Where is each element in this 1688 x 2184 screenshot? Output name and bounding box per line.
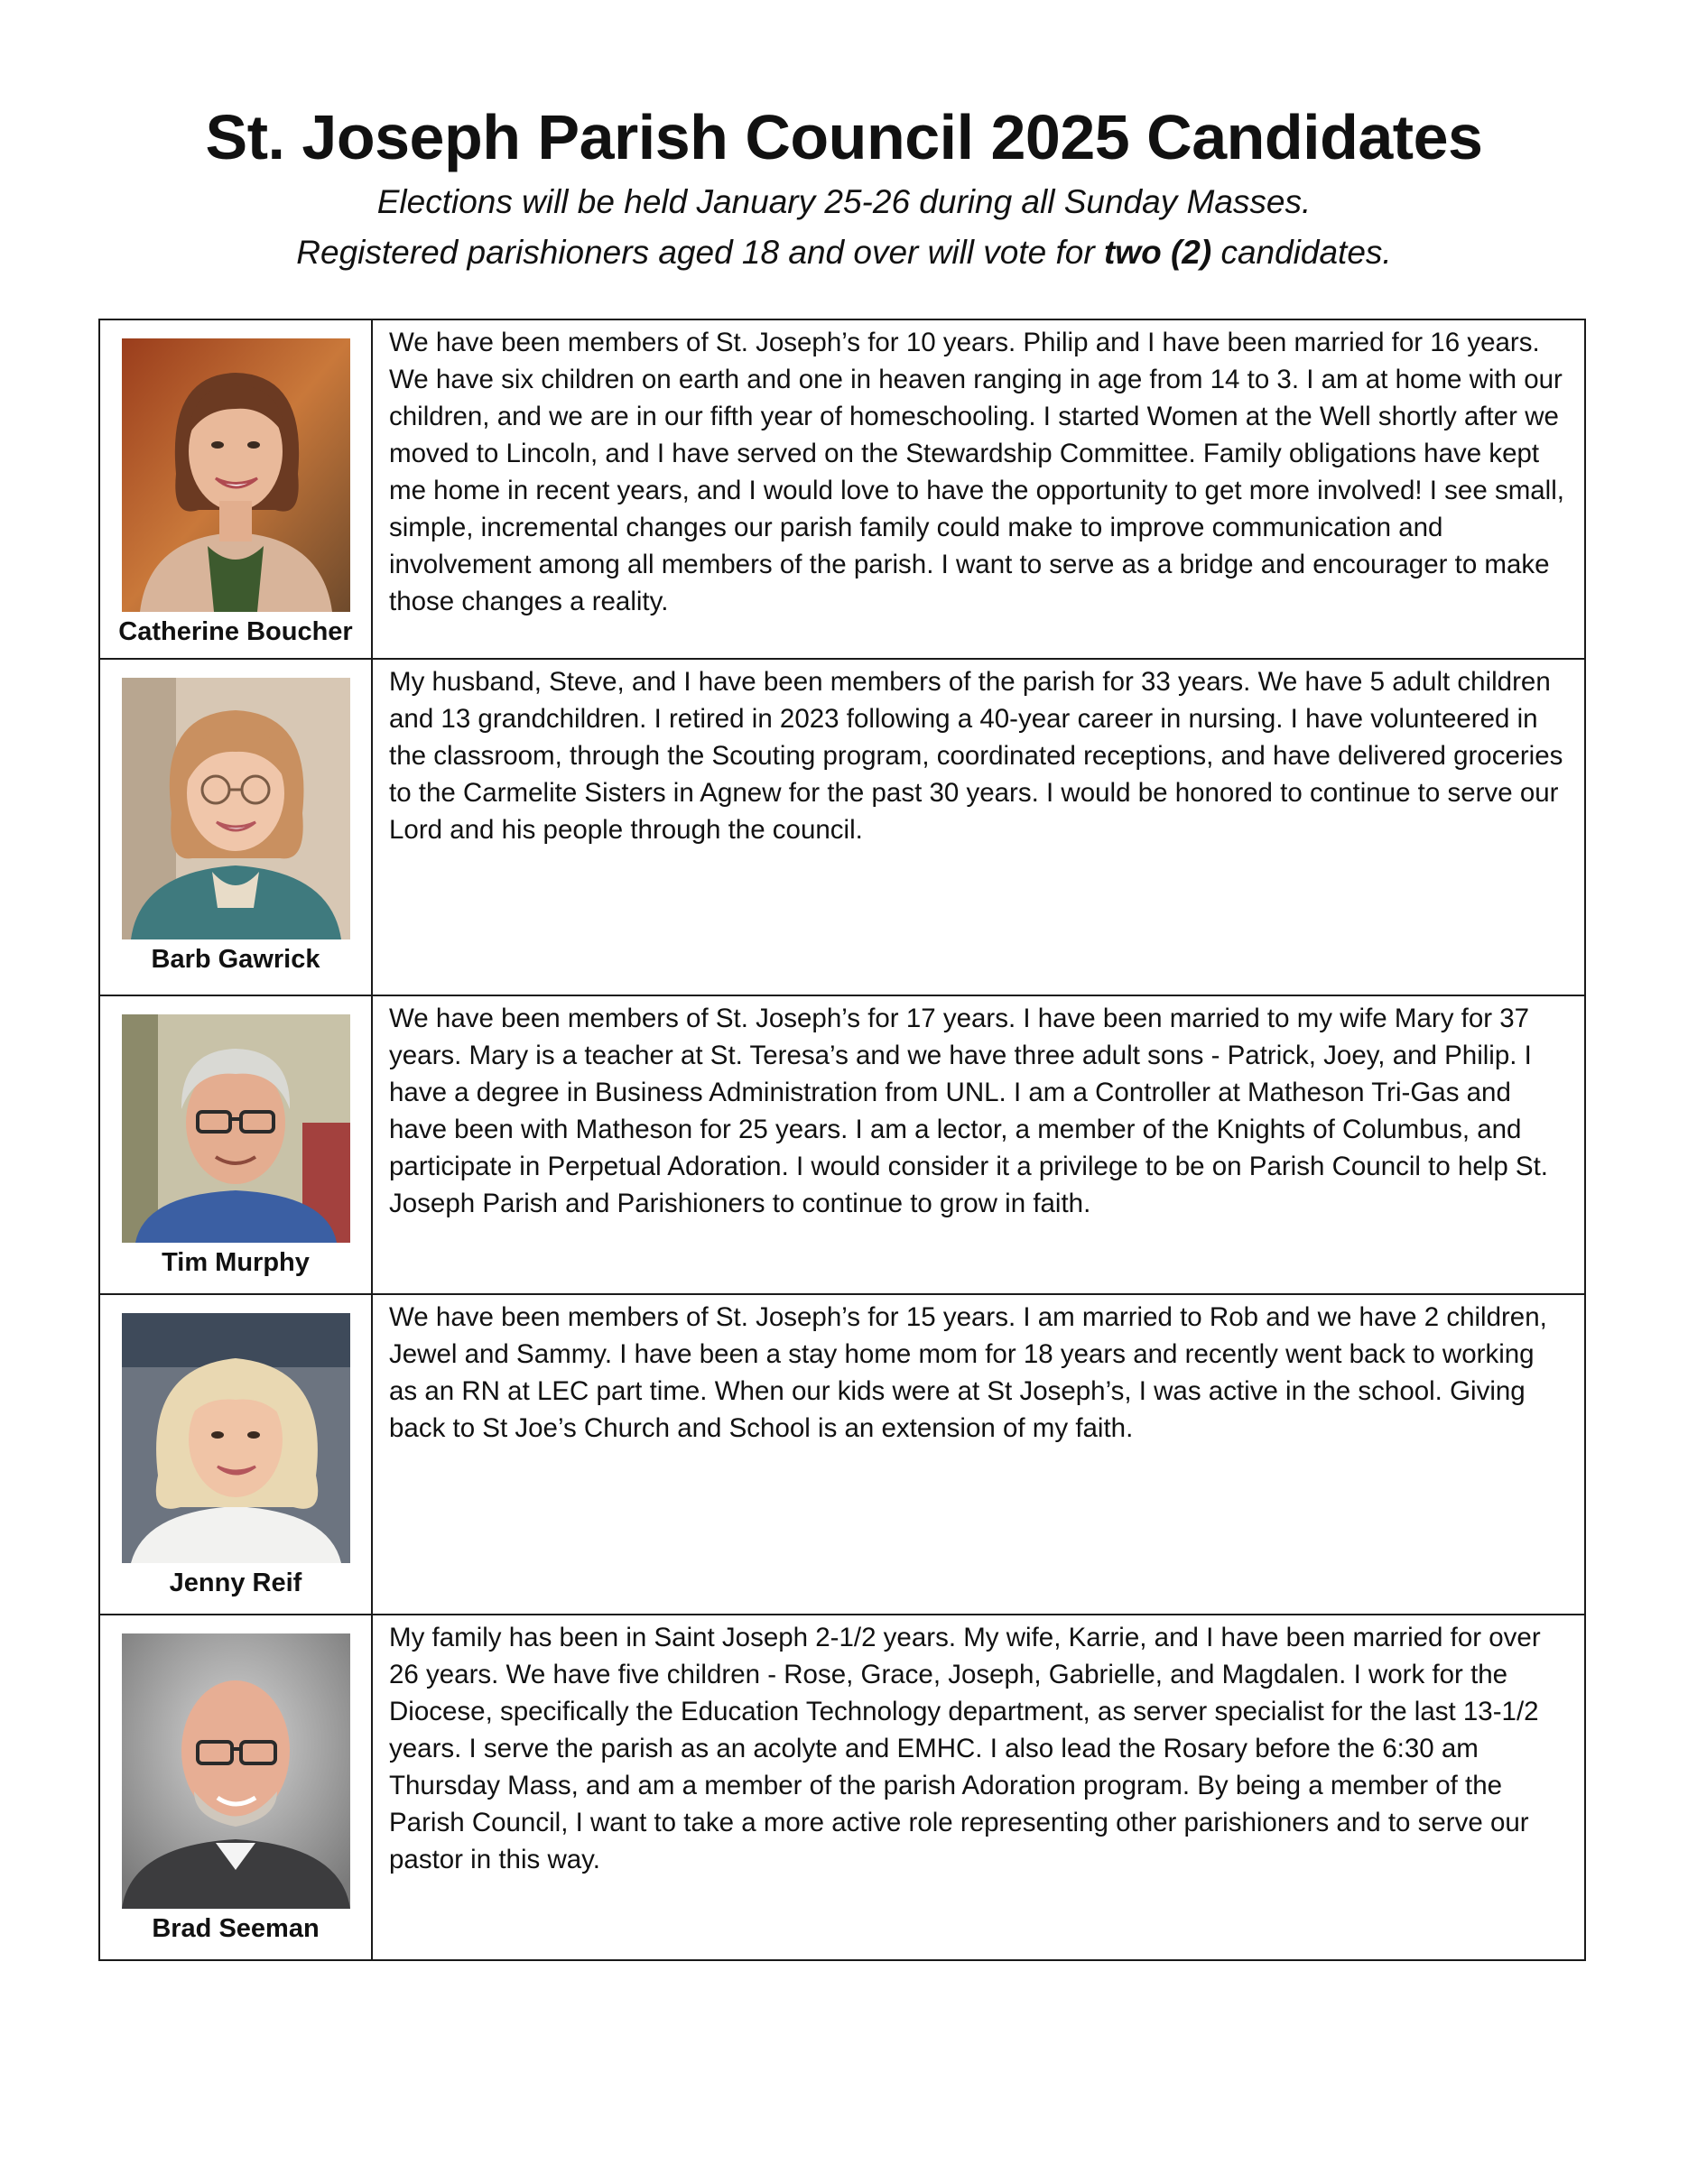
candidate-row [100, 1293, 1584, 1614]
page-title: St. Joseph Parish Council 2025 Candidates [205, 102, 1483, 172]
candidate-bio: We have been members of St. Joseph’s for 10 years. Philip and I have been married for 16 years. We have six children on earth and one in heaven ranging in age from 14 to 3. I am at home with our children, and we are in our fifth year of homeschooling. I started Women at the Well shortly after we moved to Lincoln, and I have served on the Stewardship Committee. Family obligations have kept me home in recent years, and I would love to have the opportunity to get more involved! I see small, simple, incremental changes our parish family could make to improve communication and involvement among all members of the parish. I want to serve as a bridge and encourager to make those changes a reality. [389, 328, 1564, 616]
page-header [0, 99, 1688, 276]
candidate-photo [122, 338, 350, 612]
candidate-bio: My husband, Steve, and I have been members of the parish for 33 years. We have 5 adult children and 13 grandchildren. I retired in 2023 following a 40-year career in nursing. I have volunteered in the classroom, through the Scouting program, coordinated receptions, and have delivered groceries to the Carmelite Sisters in Agnew for the past 30 years. I would be honored to continue to serve our Lord and his people through the council. [389, 667, 1563, 845]
candidate-photo-cell [100, 320, 373, 658]
candidate-name: Barb Gawrick [151, 945, 320, 974]
candidate-photo [122, 1014, 350, 1243]
candidate-row [100, 995, 1584, 1293]
candidate-bio: We have been members of St. Joseph’s for 17 years. I have been married to my wife Mary for 37 years. Mary is a teacher at St. Teresa’s and we have three adult sons - Patrick, Joey, and Philip. I have a degree in Business Administration from UNL. I am a Controller at Matheson Tri-Gas and have been with Matheson for 25 years. I am a lector, a member of the Knights of Columbus, and participate in Perpetual Adoration. I would consider it a privilege to be on Parish Council to help St. Joseph Parish and Parishioners to continue to grow in faith. [389, 1004, 1548, 1218]
election-date-line: Elections will be held January 25-26 during all Sunday Masses. [376, 183, 1312, 220]
candidate-name: Jenny Reif [169, 1569, 302, 1597]
candidate-row [100, 320, 1584, 658]
vote-count: two (2) [1103, 234, 1212, 271]
candidate-name: Brad Seeman [152, 1914, 320, 1943]
candidate-photo [122, 1633, 350, 1909]
candidate-name: Tim Murphy [162, 1248, 310, 1277]
candidate-photo-cell [100, 996, 373, 1293]
candidate-row [100, 1614, 1584, 1959]
candidate-bio: My family has been in Saint Joseph 2-1/2 years. My wife, Karrie, and I have been married for over 26 years. We have five children - Rose, Grace, Joseph, Gabrielle, and Magdalen. I work for the Diocese, specifically the Education Technology department, as server specialist for the last 13-1/2 years. I serve the parish as an acolyte and EMHC. I also lead the Rosary before the 6:30 am Thursday Mass, and am a member of the parish Adoration program. By being a member of the Parish Council, I want to take a more active role representing other parishioners and to serve our pastor in this way. [389, 1623, 1541, 1874]
candidate-bio: We have been members of St. Joseph’s for 15 years. I am married to Rob and we have 2 children, Jewel and Sammy. I have been a stay home mom for 18 years and recently went back to working as an RN at LEC part time. When our kids were at St Joseph’s, I was active in the school. Giving back to St Joe’s Church and School is an extension of my faith. [389, 1302, 1547, 1443]
candidate-bio-cell [373, 996, 1584, 1293]
candidate-bio-cell [373, 320, 1584, 658]
candidate-name: Catherine Boucher [118, 617, 353, 646]
candidate-photo-cell [100, 1615, 373, 1959]
candidate-photo-cell [100, 1295, 373, 1614]
candidate-photo [122, 1313, 350, 1563]
voting-instructions-post: candidates. [1211, 234, 1392, 271]
candidate-row [100, 658, 1584, 995]
voting-instructions-pre: Registered parishioners aged 18 and over will vote for [296, 234, 1104, 271]
candidates-table [98, 319, 1586, 1961]
candidate-bio-cell [373, 1295, 1584, 1614]
candidate-photo [122, 678, 350, 939]
voting-instructions-line [0, 229, 1688, 276]
candidate-bio-cell [373, 1615, 1584, 1959]
candidate-bio-cell [373, 660, 1584, 995]
candidate-photo-cell [100, 660, 373, 995]
